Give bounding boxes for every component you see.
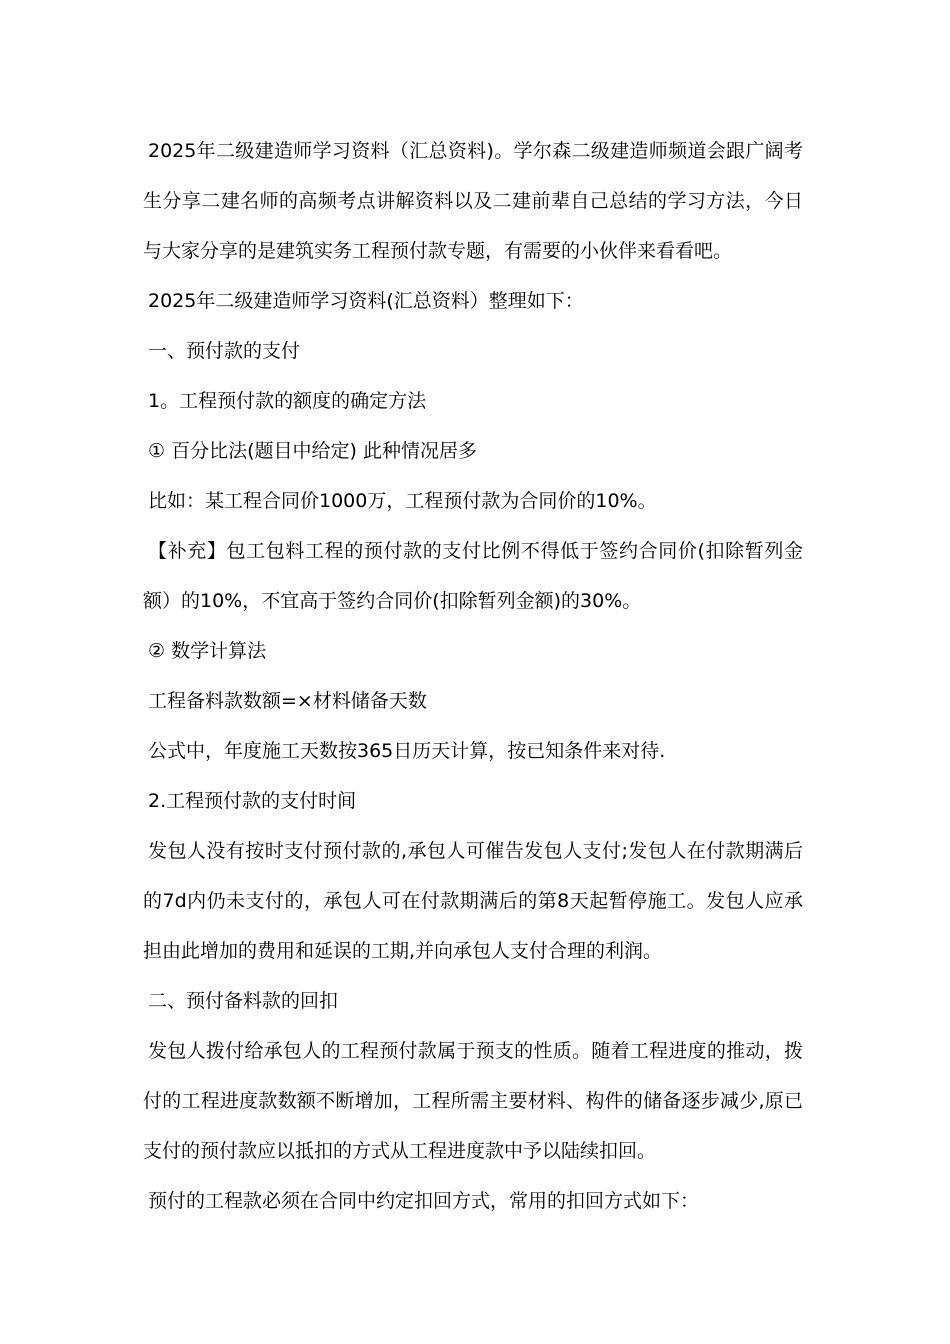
method-1-item: ① 百分比法(题目中给定) 此种情况居多 (148, 440, 477, 462)
method-2-item: ② 数学计算法 (148, 640, 267, 662)
subsection-heading-1-2: 2.工程预付款的支付时间 (148, 790, 357, 812)
summary-heading: 2025年二级建造师学习资料(汇总资料）整理如下： (148, 290, 584, 312)
payment-time-paragraph: 发包人没有按时支付预付款的,承包人可催告发包人支付;发包人在付款期满后的7d内仍未支付的，承包人可在付款期满后的第8天起暂停施工。发包人应承担由此增加的费用和延误的工期,并向承包人支付合理的利润。 (143, 840, 803, 962)
supplement-paragraph: 【补充】包工包料工程的预付款的支付比例不得低于签约合同价(扣除暂列金额）的10%，不宜高于签约合同价(扣除暂列金额)的30%。 (143, 540, 803, 612)
formula-paragraph: 工程备料款数额=×材料储备天数 (148, 690, 427, 712)
document-body (143, 126, 803, 1226)
section-heading-2: 二、预付备料款的回扣 (148, 990, 339, 1012)
section-heading-1: 一、预付款的支付 (148, 340, 301, 362)
deduction-methods-paragraph: 预付的工程款必须在合同中约定扣回方式，常用的扣回方式如下： (148, 1190, 700, 1212)
intro-paragraph: 2025年二级建造师学习资料（汇总资料)。学尔森二级建造师频道会跟广阔考生分享二建名师的高频考点讲解资料以及二建前辈自己总结的学习方法，今日与大家分享的是建筑实务工程预付款专题，有需要的小伙伴来看看吧。 (143, 140, 803, 262)
example-paragraph: 比如：某工程合同价1000万，工程预付款为合同价的10%。 (148, 490, 657, 512)
formula-note: 公式中，年度施工天数按365日历天计算，按已知条件来对待. (148, 740, 666, 762)
deduction-paragraph: 发包人拨付给承包人的工程预付款属于预支的性质。随着工程进度的推动，拨付的工程进度款数额不断增加，工程所需主要材料、构件的储备逐步减少,原已支付的预付款应以抵扣的方式从工程进度款中予以陆续扣回。 (143, 1040, 803, 1162)
subsection-heading-1-1: 1。工程预付款的额度的确定方法 (148, 390, 427, 412)
